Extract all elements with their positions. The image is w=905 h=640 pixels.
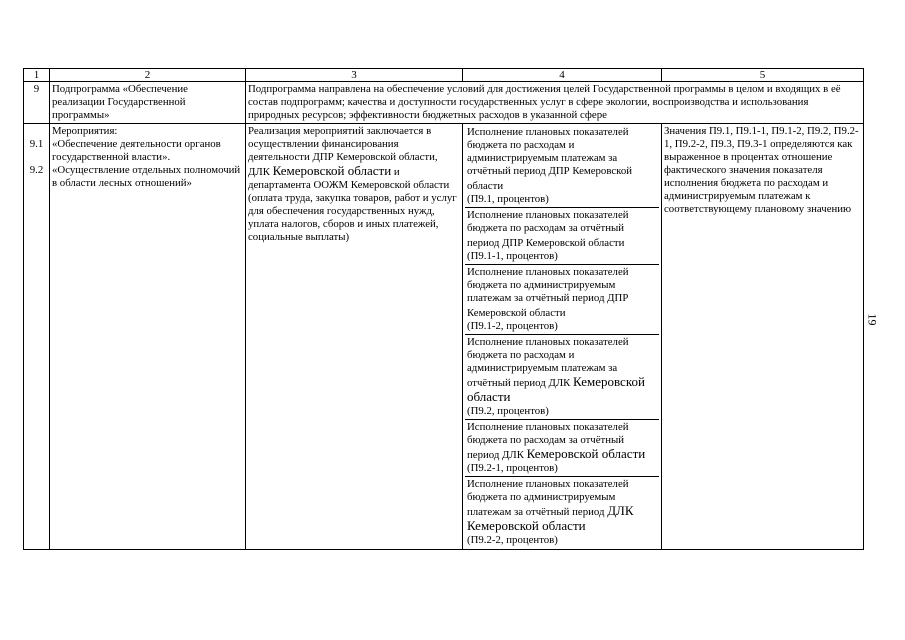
indicator-block bbox=[465, 420, 659, 477]
indicator-text: Исполнение плановых показателей бюджета по администрируемым платежам за отчётный период ДПР Кемеровской области bbox=[467, 266, 629, 319]
indicator-text: ДЛК Кемеровской области bbox=[467, 503, 634, 533]
indicator-text: Исполнение плановых показателей бюджета по расходам и администрируемым платежам за отчётный период ДЛК bbox=[467, 336, 629, 389]
indicator-block bbox=[465, 125, 659, 208]
column-number: 3 bbox=[246, 69, 463, 82]
measure-item: «Обеспечение деятельности органов государственной власти». bbox=[52, 138, 221, 163]
indicator-block bbox=[465, 265, 659, 335]
indicator-text: Кемеровской области bbox=[526, 446, 646, 461]
table-row bbox=[24, 124, 864, 550]
indicator-code: (П9.1, процентов) bbox=[467, 193, 549, 205]
measures-cell bbox=[50, 124, 246, 550]
measures-title: Мероприятия: bbox=[52, 125, 118, 137]
indicator-text: Исполнение плановых показателей бюджета по расходам и администрируемым платежам за отчётный период ДПР Кемеровской области bbox=[467, 126, 633, 192]
indicator-block bbox=[465, 335, 659, 420]
subprogram-description: Подпрограмма направлена на обеспечение условий для достижения целей Государственной программы в целом и входящих в её состав подпрограмм; качества и доступности государственных услуг в сфере экологии, воспроизводства и использования природных ресурсов; эффективности бюджетных расходов в указанной сфере bbox=[246, 82, 864, 124]
program-table bbox=[23, 68, 864, 550]
content-text: Кемеровской области bbox=[272, 163, 392, 178]
measure-item: «Осуществление отдельных полномочий в области лесных отношений» bbox=[52, 164, 241, 189]
calculation-method: Значения П9.1, П9.1-1, П9.1-2, П9.2, П9.2-1, П9.2-2, П9.3, П9.3-1 определяются как выраженное в процентах отношение фактического значения показателя исполнения бюджета по расходам и администрируемым платежам к соответствующему плановому значению bbox=[662, 124, 864, 550]
column-number: 1 bbox=[24, 69, 50, 82]
indicator-text: Исполнение плановых показателей бюджета по расходам за отчётный период ДЛК bbox=[467, 421, 629, 461]
measure-number: 9.2 bbox=[29, 164, 44, 176]
page-number: 19 bbox=[865, 313, 880, 326]
table-row bbox=[24, 82, 864, 124]
indicator-text: Исполнение плановых показателей бюджета по расходам за отчётный период ДПР Кемеровской области bbox=[467, 209, 629, 249]
column-number-row bbox=[24, 69, 864, 82]
content-text: и департамента ООЖМ Кемеровской области (оплата труда, закупка товаров, работ и услуг для обеспечения государственных нужд, уплата налогов, сборов и иных платежей, социальные выплаты) bbox=[248, 166, 457, 243]
indicators-cell bbox=[463, 124, 662, 550]
indicator-block bbox=[465, 208, 659, 265]
indicator-text: Исполнение плановых показателей бюджета по администрируемым платежам за отчётный период bbox=[467, 478, 629, 518]
column-number: 4 bbox=[463, 69, 662, 82]
measures-content bbox=[246, 124, 463, 550]
subprogram-name: Подпрограмма «Обеспечение реализации Государственной программы» bbox=[50, 82, 246, 124]
indicator-block bbox=[465, 477, 659, 548]
row-number: 9 bbox=[24, 82, 50, 124]
indicator-code: (П9.2-2, процентов) bbox=[467, 534, 558, 546]
measure-number: 9.1 bbox=[29, 138, 44, 150]
column-number: 2 bbox=[50, 69, 246, 82]
indicator-code: (П9.2-1, процентов) bbox=[467, 462, 558, 474]
indicator-code: (П9.2, процентов) bbox=[467, 405, 549, 417]
indicator-text: Кемеровской области bbox=[467, 374, 645, 404]
column-number: 5 bbox=[662, 69, 864, 82]
measure-numbers bbox=[24, 124, 50, 550]
indicator-code: (П9.1-1, процентов) bbox=[467, 250, 558, 262]
indicator-code: (П9.1-2, процентов) bbox=[467, 320, 558, 332]
content-text: Реализация мероприятий заключается в осуществлении финансирования деятельности ДПР Кемеровской области, ДЛК bbox=[248, 125, 438, 178]
